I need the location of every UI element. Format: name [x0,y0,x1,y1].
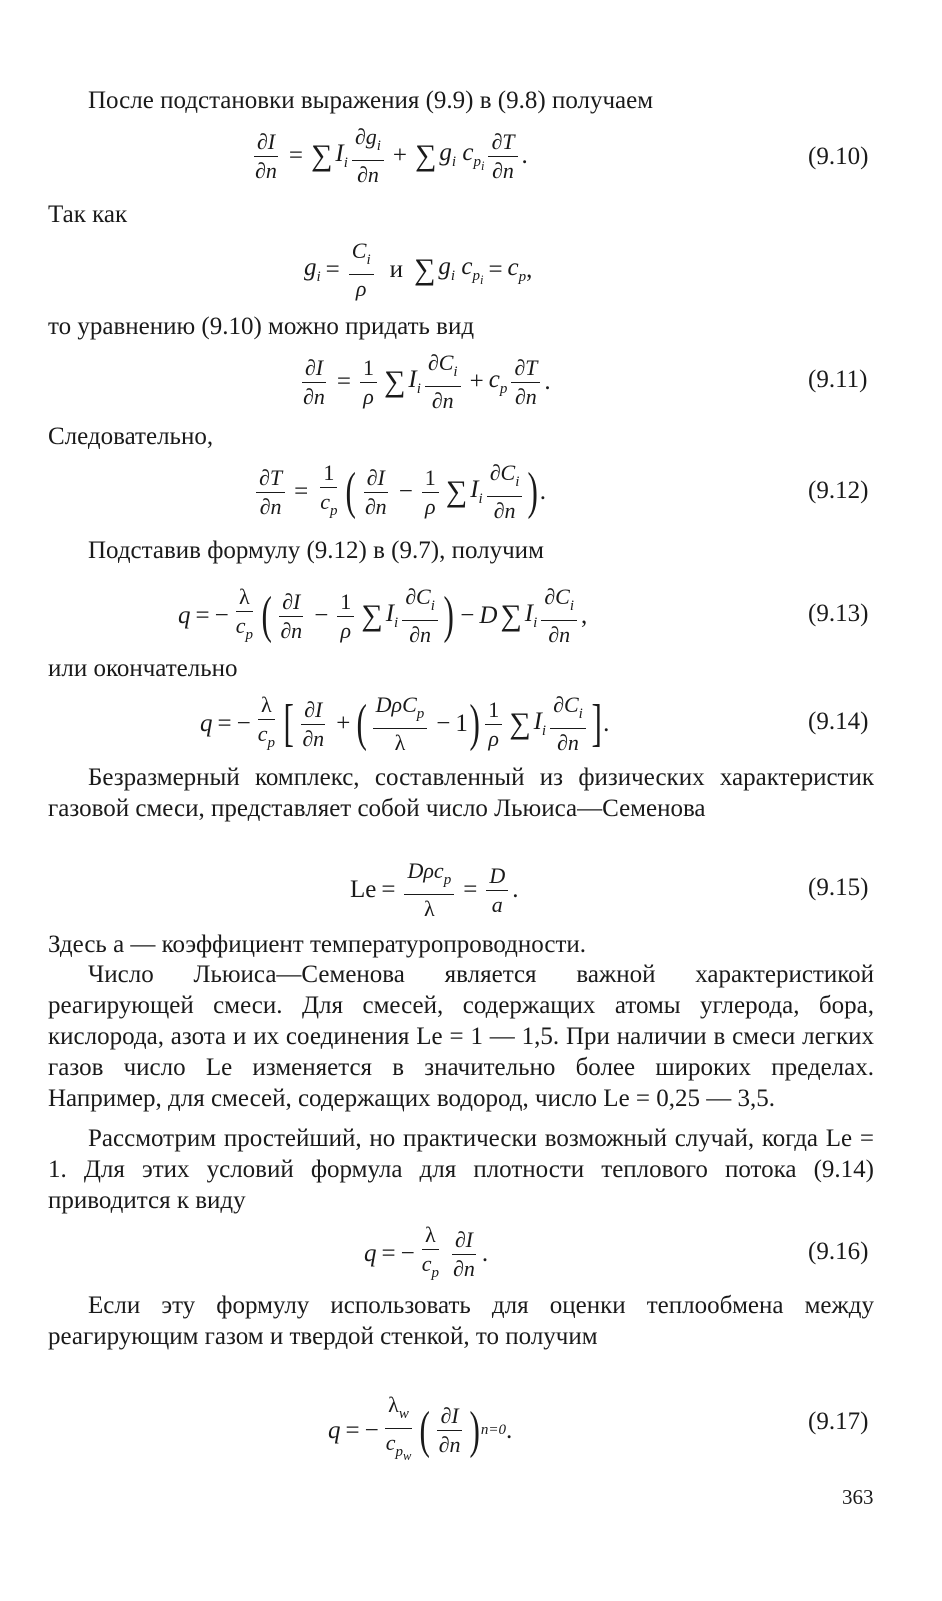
equation-number-9-11: (9.11) [808,366,868,393]
paragraph-2: Так как [48,201,128,228]
equation-definitions: $g_i$ = $\frac{C_i}{\rho}$ и ∑ $g_i$ $c_{p_i}$ = $c_p$ , [304,238,533,301]
equation-number-9-14: (9.14) [808,708,869,735]
paragraph-10: Рассмотрим простейший, но практически возможный случай, когда Le = 1. Для этих условий формула для плотности теплового потока (9.14) приводится к виду [48,1125,874,1214]
equation-9-12: $\frac{\partial T}{\partial n}$ = $\frac{1}{c_p}$ ( $\frac{\partial I}{\partial n}$ − $\frac{1}{\rho}$ ∑ $I_i$ $\frac{\partial C_i}{\partial n}$ ) . [252,460,546,524]
equation-number-9-17: (9.17) [808,1408,869,1435]
equation-number-9-15: (9.15) [808,874,869,901]
page-number: 363 [842,1485,874,1509]
equation-number-9-12: (9.12) [808,477,869,504]
equation-9-15: Le = $\frac{D\rho c_p}{\lambda}$ = $\frac{D}{a}$ . [350,858,519,921]
paragraph-8: Здесь a — коэффициент температуропроводности. [48,931,587,958]
equation-9-11: $\frac{\partial I}{\partial n}$ = $\frac{1}{\rho}$ ∑ $I_i$ $\frac{\partial C_i}{\partial n}$ + $c_p$ $\frac{\partial T}{\partial n}$ . [303,350,551,413]
equation-9-16: q = − $\frac{\lambda}{c_p}$ $\frac{\partial I}{\partial n}$ . [364,1222,489,1281]
paragraph-3: то уравнению (9.10) можно придать вид [48,313,475,340]
equation-number-9-13: (9.13) [808,600,869,627]
paragraph-11: Если эту формулу использовать для оценки теплообмена между реагирующим газом и твердой стенкой, то получим [48,1292,874,1350]
equation-number-9-16: (9.16) [808,1238,869,1265]
paragraph-6: или окончательно [48,655,238,682]
equation-9-13: q = − $\frac{\lambda}{c_p}$ ( $\frac{\partial I}{\partial n}$ − $\frac{1}{\rho}$ ∑ $I_i$ $\frac{\partial C_i}{\partial n}$ ) − D ∑ $I_i$ $\frac{\partial C_i}{\partial n}$ , [178,584,588,647]
equation-9-17: q = − $\frac{\lambda_w}{c_{p_w}}$ ( $\frac{\partial I}{\partial n}$ ) n=0 . [328,1392,513,1463]
paragraph-7: Безразмерный комплекс, составленный из физических характеристик газовой смеси, представляет собой число Льюиса—Семенова [48,764,874,822]
equation-number-9-10: (9.10) [808,143,869,170]
paragraph-9: Число Льюиса—Семенова является важной характеристикой реагирующей смеси. Для смесей, содержащих атомы углерода, бора, кислорода, азота и их соединения Le = 1 — 1,5. При наличии в смеси легких газов число Le изменяется в значительно более широких пределах. Например, для смесей, содержащих водород, число Le = 0,25 — 3,5. [48,961,874,1112]
paragraph-1: После подстановки выражения (9.9) в (9.8) получаем [88,87,654,114]
equation-9-14: q = − $\frac{\lambda}{c_p}$ [ $\frac{\partial I}{\partial n}$ + ( $\frac{D\rho C_p}{\lambda}$ − 1 ) $\frac{1}{\rho}$ ∑ $I_i$ $\frac{\partial C_i}{\partial n}$ ] . [200,692,610,755]
equation-9-10: $\frac{\partial I}{\partial n}$ = ∑ $I_i$ $\frac{\partial g_i}{\partial n}$ + ∑ $g_i$ $c_{p_i}$ $\frac{\partial T}{\partial n}$ . [255,124,528,187]
paragraph-4: Следовательно, [48,423,214,450]
paragraph-5: Подставив формулу (9.12) в (9.7), получим [88,537,544,564]
